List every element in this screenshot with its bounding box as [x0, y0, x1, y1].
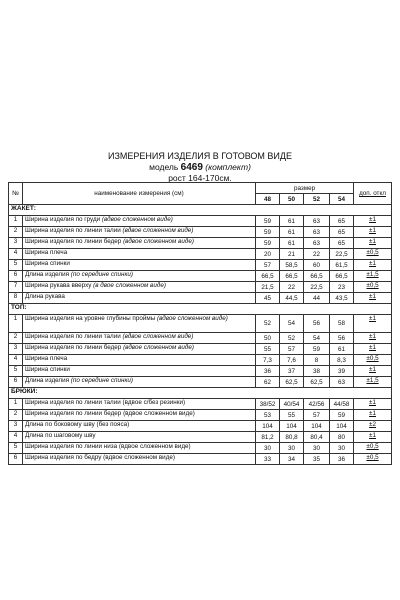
row-number: 1 — [9, 399, 23, 410]
size-value: 59 — [256, 227, 280, 238]
size-value: 54 — [304, 333, 330, 344]
measurement-name — [23, 260, 256, 271]
size-value: 21 — [280, 249, 304, 260]
measurement-name — [23, 271, 256, 282]
tolerance-value: ±1 — [354, 399, 392, 410]
size-value: 59 — [330, 410, 354, 421]
size-value: 42/56 — [304, 399, 330, 410]
measurement-note: (вдвое сложенном виде) — [122, 227, 194, 234]
table-row — [9, 344, 392, 355]
size-value: 20 — [256, 249, 280, 260]
size-value: 50 — [256, 333, 280, 344]
measurement-label: Длина рукава — [25, 293, 65, 300]
size-value: 36 — [256, 366, 280, 377]
size-value: 62,5 — [280, 377, 304, 388]
table-row — [9, 227, 392, 238]
table-row — [9, 410, 392, 421]
size-value: 62 — [256, 377, 280, 388]
size-value: 61 — [330, 344, 354, 355]
header-size: размер — [256, 183, 354, 194]
section-row — [9, 304, 392, 315]
size-value: 40/54 — [280, 399, 304, 410]
size-value: 53 — [256, 410, 280, 421]
measurement-label: Длина по боковому шву (без пояса) — [25, 421, 130, 428]
size-value: 66,5 — [280, 271, 304, 282]
header-num: № — [9, 183, 23, 205]
measurement-label: Ширина спинки — [25, 366, 70, 373]
tolerance-value: ±1 — [354, 410, 392, 421]
size-value: 66,5 — [330, 271, 354, 282]
tolerance-value: ±0,5 — [354, 249, 392, 260]
size-value: 104 — [330, 421, 354, 432]
size-value: 30 — [330, 443, 354, 454]
measurement-name — [23, 249, 256, 260]
measurement-label: Длина изделия — [25, 377, 70, 384]
tolerance-value: ±0,5 — [354, 282, 392, 293]
tolerance-value: ±1 — [354, 238, 392, 249]
size-value: 63 — [304, 216, 330, 227]
measurement-label: Ширина рукава вверху — [25, 282, 92, 289]
tolerance-value: ±1 — [354, 260, 392, 271]
size-value: 35 — [304, 454, 330, 465]
section-row — [9, 205, 392, 216]
size-value: 63 — [304, 238, 330, 249]
size-value: 39 — [330, 366, 354, 377]
size-value: 38/52 — [256, 399, 280, 410]
section-title: БРЮКИ: — [9, 388, 392, 399]
table-row — [9, 293, 392, 304]
tolerance-value: ±1 — [354, 293, 392, 304]
header-name: наименование измерения (см) — [23, 183, 256, 205]
measurement-note: (по середине спинки) — [70, 271, 134, 278]
table-row — [9, 366, 392, 377]
measurement-label: Ширина изделия по линии бедер — [25, 344, 122, 351]
measurement-label: Ширина плеча — [25, 355, 68, 362]
measurement-note: (вдвое сложенном виде) — [101, 216, 173, 223]
header-size-48: 48 — [256, 194, 280, 205]
section-title: ТОП: — [9, 304, 392, 315]
size-value: 104 — [304, 421, 330, 432]
size-value: 59 — [256, 238, 280, 249]
size-value: 61 — [280, 216, 304, 227]
measurement-name — [23, 421, 256, 432]
header-size-52: 52 — [304, 194, 330, 205]
section-title: ЖАКЕТ: — [9, 205, 392, 216]
tolerance-value: ±0,5 — [354, 454, 392, 465]
row-number: 3 — [9, 421, 23, 432]
row-number: 2 — [9, 227, 23, 238]
measurement-label: Ширина изделия по линии талии (вдвое с/без резинки) — [25, 399, 186, 406]
row-number: 5 — [9, 443, 23, 454]
measurement-label: Ширина спинки — [25, 260, 70, 267]
measurement-name — [23, 238, 256, 249]
size-value: 22,5 — [304, 282, 330, 293]
measurement-note: (в двое сложенном виде) — [93, 282, 166, 289]
size-value: 54 — [280, 315, 304, 333]
header-tolerance: доп. откл — [354, 183, 392, 205]
size-value: 62,5 — [304, 377, 330, 388]
measurement-label: Ширина изделия по линии талии — [25, 227, 121, 234]
table-row — [9, 282, 392, 293]
measurement-name — [23, 399, 256, 410]
size-value: 22 — [304, 249, 330, 260]
size-value: 38 — [304, 366, 330, 377]
size-value: 57 — [304, 410, 330, 421]
size-value: 30 — [304, 443, 330, 454]
row-number: 3 — [9, 344, 23, 355]
table-row — [9, 377, 392, 388]
measurement-label: Ширина изделия по линии бедер — [25, 238, 122, 245]
table-row — [9, 432, 392, 443]
row-number: 2 — [9, 410, 23, 421]
size-value: 58,5 — [280, 260, 304, 271]
table-row — [9, 238, 392, 249]
height-line: рост 164-170см. — [168, 173, 232, 183]
table-row — [9, 216, 392, 227]
table-row — [9, 315, 392, 333]
size-value: 58 — [330, 315, 354, 333]
measurement-label: Длина изделия — [25, 271, 70, 278]
size-value: 65 — [330, 238, 354, 249]
size-value: 55 — [256, 344, 280, 355]
row-number: 5 — [9, 260, 23, 271]
tolerance-value: ±1,5 — [354, 377, 392, 388]
measurement-label: Ширина изделия по груди — [25, 216, 101, 223]
tolerance-value: ±1 — [354, 432, 392, 443]
measurement-name — [23, 443, 256, 454]
measurement-note: (вдвое сложенном виде) — [156, 315, 228, 322]
size-value: 66,5 — [304, 271, 330, 282]
model-suffix: (комплект) — [205, 162, 251, 172]
measurement-name — [23, 333, 256, 344]
section-row — [9, 388, 392, 399]
size-value: 7,3 — [256, 355, 280, 366]
size-value: 57 — [280, 344, 304, 355]
table-row — [9, 271, 392, 282]
size-value: 30 — [256, 443, 280, 454]
size-value: 52 — [280, 333, 304, 344]
size-value: 8 — [304, 355, 330, 366]
size-value: 36 — [330, 454, 354, 465]
size-value: 7,6 — [280, 355, 304, 366]
size-value: 55 — [280, 410, 304, 421]
size-value: 59 — [304, 344, 330, 355]
size-value: 81,2 — [256, 432, 280, 443]
row-number: 4 — [9, 249, 23, 260]
measurement-label: Ширина изделия на уровне глубины проймы — [25, 315, 156, 322]
size-value: 45 — [256, 293, 280, 304]
row-number: 1 — [9, 216, 23, 227]
size-value: 44/58 — [330, 399, 354, 410]
measurement-name — [23, 432, 256, 443]
size-value: 23 — [330, 282, 354, 293]
size-value: 59 — [256, 216, 280, 227]
table-row — [9, 454, 392, 465]
measurement-name — [23, 344, 256, 355]
row-number: 2 — [9, 333, 23, 344]
size-value: 60 — [304, 260, 330, 271]
size-value: 21,5 — [256, 282, 280, 293]
model-number: 6469 — [180, 162, 203, 173]
table-header-row — [9, 183, 392, 194]
header-size-50: 50 — [280, 194, 304, 205]
tolerance-value: ±1 — [354, 366, 392, 377]
measurement-name — [23, 293, 256, 304]
tolerance-value: ±1 — [354, 333, 392, 344]
size-value: 80,8 — [280, 432, 304, 443]
size-value: 104 — [280, 421, 304, 432]
measurements-table — [8, 182, 392, 465]
size-value: 44 — [304, 293, 330, 304]
size-value: 56 — [304, 315, 330, 333]
row-number: 4 — [9, 432, 23, 443]
row-number: 6 — [9, 377, 23, 388]
table-row — [9, 333, 392, 344]
tolerance-value: ±0,5 — [354, 355, 392, 366]
measurement-name — [23, 216, 256, 227]
row-number: 4 — [9, 355, 23, 366]
size-value: 52 — [256, 315, 280, 333]
size-value: 57 — [256, 260, 280, 271]
table-row — [9, 260, 392, 271]
size-value: 65 — [330, 227, 354, 238]
row-number: 3 — [9, 238, 23, 249]
measurement-name — [23, 355, 256, 366]
measurement-name — [23, 227, 256, 238]
measurement-name — [23, 282, 256, 293]
measurements-table-body — [9, 183, 392, 465]
measurement-name — [23, 454, 256, 465]
size-value: 66,5 — [256, 271, 280, 282]
size-value: 80 — [330, 432, 354, 443]
size-value: 63 — [304, 227, 330, 238]
size-value: 44,5 — [280, 293, 304, 304]
tolerance-value: ±1 — [354, 344, 392, 355]
size-value: 56 — [330, 333, 354, 344]
tolerance-value: ±1 — [354, 315, 392, 333]
model-line — [0, 162, 400, 173]
table-row — [9, 421, 392, 432]
tolerance-value: ±1,5 — [354, 271, 392, 282]
tolerance-value: ±2 — [354, 421, 392, 432]
table-row — [9, 443, 392, 454]
size-value: 33 — [256, 454, 280, 465]
size-value: 30 — [280, 443, 304, 454]
row-number: 6 — [9, 271, 23, 282]
measurement-note: (вдвое сложенном виде) — [123, 344, 194, 351]
size-value: 37 — [280, 366, 304, 377]
measurement-name — [23, 315, 256, 333]
table-row — [9, 399, 392, 410]
measurement-label: Длина по шаговому шву — [25, 432, 96, 439]
size-value: 65 — [330, 216, 354, 227]
measurement-name — [23, 410, 256, 421]
tolerance-value: ±1 — [354, 216, 392, 227]
size-value: 61 — [280, 227, 304, 238]
size-value: 104 — [256, 421, 280, 432]
tolerance-value: ±0,5 — [354, 443, 392, 454]
measurement-note: (по середине спинки) — [70, 377, 134, 384]
size-value: 8,3 — [330, 355, 354, 366]
table-row — [9, 249, 392, 260]
size-value: 80,4 — [304, 432, 330, 443]
row-number: 5 — [9, 366, 23, 377]
table-row — [9, 355, 392, 366]
row-number: 1 — [9, 315, 23, 333]
measurement-note: (вдвое сложенном виде) — [123, 238, 194, 245]
size-value: 43,5 — [330, 293, 354, 304]
measurement-label: Ширина изделия по бедру (вдвое сложенном виде) — [25, 454, 175, 461]
measurement-label: Ширина изделия по линии талии — [25, 333, 121, 340]
measurement-note: (вдвое сложенном виде) — [122, 333, 194, 340]
measurement-name — [23, 377, 256, 388]
row-number: 6 — [9, 454, 23, 465]
measurement-label: Ширина плеча — [25, 249, 68, 256]
size-value: 63 — [330, 377, 354, 388]
header-size-54: 54 — [330, 194, 354, 205]
document-title-block — [0, 151, 400, 184]
size-value: 61 — [280, 238, 304, 249]
model-prefix: модель — [149, 162, 179, 172]
size-value: 34 — [280, 454, 304, 465]
row-number: 8 — [9, 293, 23, 304]
row-number: 7 — [9, 282, 23, 293]
tolerance-value: ±1 — [354, 227, 392, 238]
document-title: ИЗМЕРЕНИЯ ИЗДЕЛИЯ В ГОТОВОМ ВИДЕ — [108, 151, 292, 161]
measurement-label: Ширина изделия по линии низа (вдвое сложенном виде) — [25, 443, 191, 450]
size-value: 61,5 — [330, 260, 354, 271]
measurement-name — [23, 366, 256, 377]
measurement-label: Ширина изделия по линии бедер (вдвое сложенном виде) — [25, 410, 195, 417]
size-value: 22 — [280, 282, 304, 293]
size-value: 22,5 — [330, 249, 354, 260]
